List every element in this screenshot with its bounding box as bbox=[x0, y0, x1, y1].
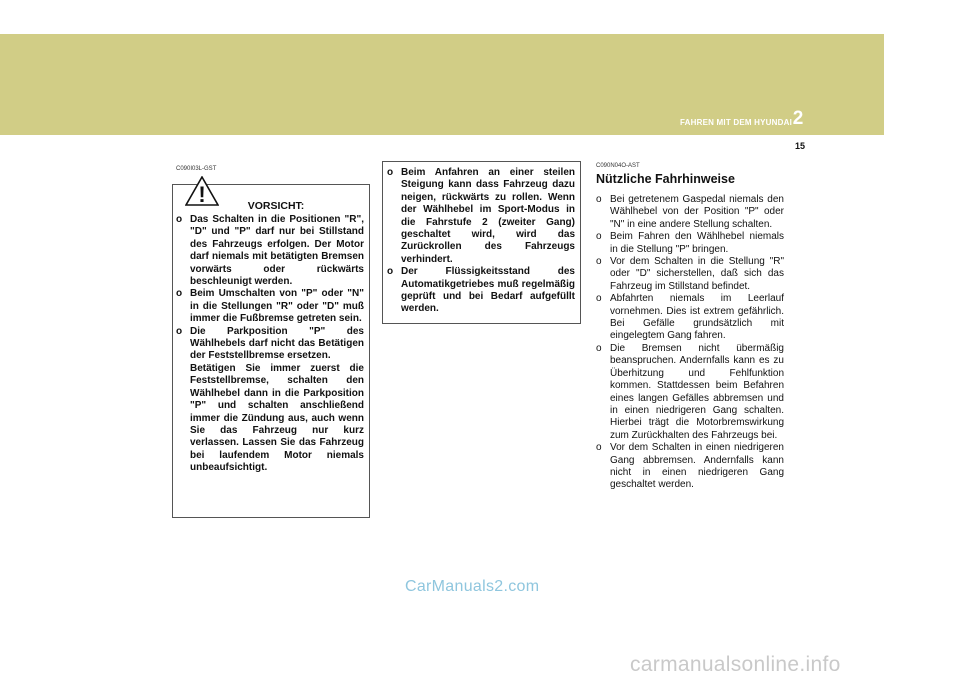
list-item: o Die Bremsen nicht übermäßig beanspruchen. Andernfalls kann es zu Überhitzung und Fehlfunktion kommen. Stattdessen beim Befahren eines langen Gefälles abbremsen und in einen niedrigeren Gang schalten. Hierbei trägt die Motorbremswirkung zum Zurückhalten des Fahrzeugs bei. bbox=[596, 342, 784, 441]
list-item: o Das Schalten in die Positionen "R", "D" und "P" darf nur bei Stillstand des Fahrzeugs erfolgen. Der Motor darf niemals mit betätigten Bremsen vorwärts oder rückwärts beschleunigt werden. bbox=[176, 214, 364, 288]
chapter-number: 2 bbox=[792, 108, 804, 129]
section-code: C090N04O-AST bbox=[596, 163, 640, 169]
list-item: o Bei getretenem Gaspedal niemals den Wählhebel von der Position "P" oder "N" in eine andere Stellung schalten. bbox=[596, 194, 784, 230]
warning-symbol: ! bbox=[198, 182, 206, 206]
list-item-extra: Betätigen Sie immer zuerst die Feststellbremse, schalten den Wählhebel dann in die Parkposition "P" und schalten anschließend immer die Zündung aus, auch wenn Sie das Fahrzeug nur kurz verlassen. Lassen Sie das Fahrzeug bei laufendem Motor niemals unbeaufsichtigt. bbox=[190, 362, 364, 474]
list-item: o Vor dem Schalten in die Stellung "R" oder "D" sicherstellen, daß sich das Fahrzeug im Stillstand befindet. bbox=[596, 256, 784, 292]
list-item: o Abfahrten niemals im Leerlauf vornehmen. Dies ist extrem gefährlich. Bei Gefälle grundsätzlich mit eingelegtem Gang fahren. bbox=[596, 293, 784, 342]
list-item: o Beim Fahren den Wählhebel niemals in die Stellung "P" bringen. bbox=[596, 231, 784, 255]
warning-list-continued bbox=[387, 167, 575, 316]
section-title: Nützliche Fahrhinweise bbox=[596, 172, 735, 186]
watermark-link[interactable]: CarManuals2.com bbox=[405, 578, 540, 595]
section-code: C090I03L-GST bbox=[176, 166, 217, 172]
tips-list bbox=[596, 194, 784, 492]
footer-site-link[interactable]: carmanualsonline.info bbox=[630, 653, 841, 676]
chapter-title: FAHREN MIT DEM HYUNDAI bbox=[680, 118, 792, 127]
list-item: o Der Flüssigkeitsstand des Automatikgetriebes muß regelmäßig geprüft und bei Bedarf aufgefüllt werden. bbox=[387, 266, 575, 315]
page-number: 15 bbox=[794, 141, 805, 151]
list-item: o Beim Anfahren an einer steilen Steigung kann dass Fahrzeug dazu neigen, rückwärts zu rollen. Wenn der Wählhebel im Sport-Modus in die Fahrstufe 2 (zweiter Gang) geschaltet wird, wird das Zurückrollen des Fahrzeugs verhindert. bbox=[387, 167, 575, 265]
warning-list bbox=[176, 214, 364, 475]
list-item: o Vor dem Schalten in einen niedrigeren Gang abbremsen. Andernfalls kann nicht in einen niedrigeren Gang geschaltet werden. bbox=[596, 442, 784, 491]
list-item: o Die Parkposition "P" des Wählhebels darf nicht das Betätigen der Feststellbremse ersetzen. Betätigen Sie immer zuerst die Feststellbremse, schalten den Wählhebel dann in die Parkposition "P" und schalten anschließend immer die Zündung aus, auch wenn Sie das Fahrzeug nur kurz verlassen. Lassen Sie das Fahrzeug bei laufendem Motor niemals unbeaufsichtigt. bbox=[176, 325, 364, 474]
warning-triangle-icon bbox=[185, 176, 219, 206]
warning-heading: VORSICHT: bbox=[247, 200, 305, 212]
list-item: o Beim Umschalten von "P" oder "N" in die Stellungen "R" oder "D" muß immer die Fußbremse getreten sein. bbox=[176, 288, 364, 325]
